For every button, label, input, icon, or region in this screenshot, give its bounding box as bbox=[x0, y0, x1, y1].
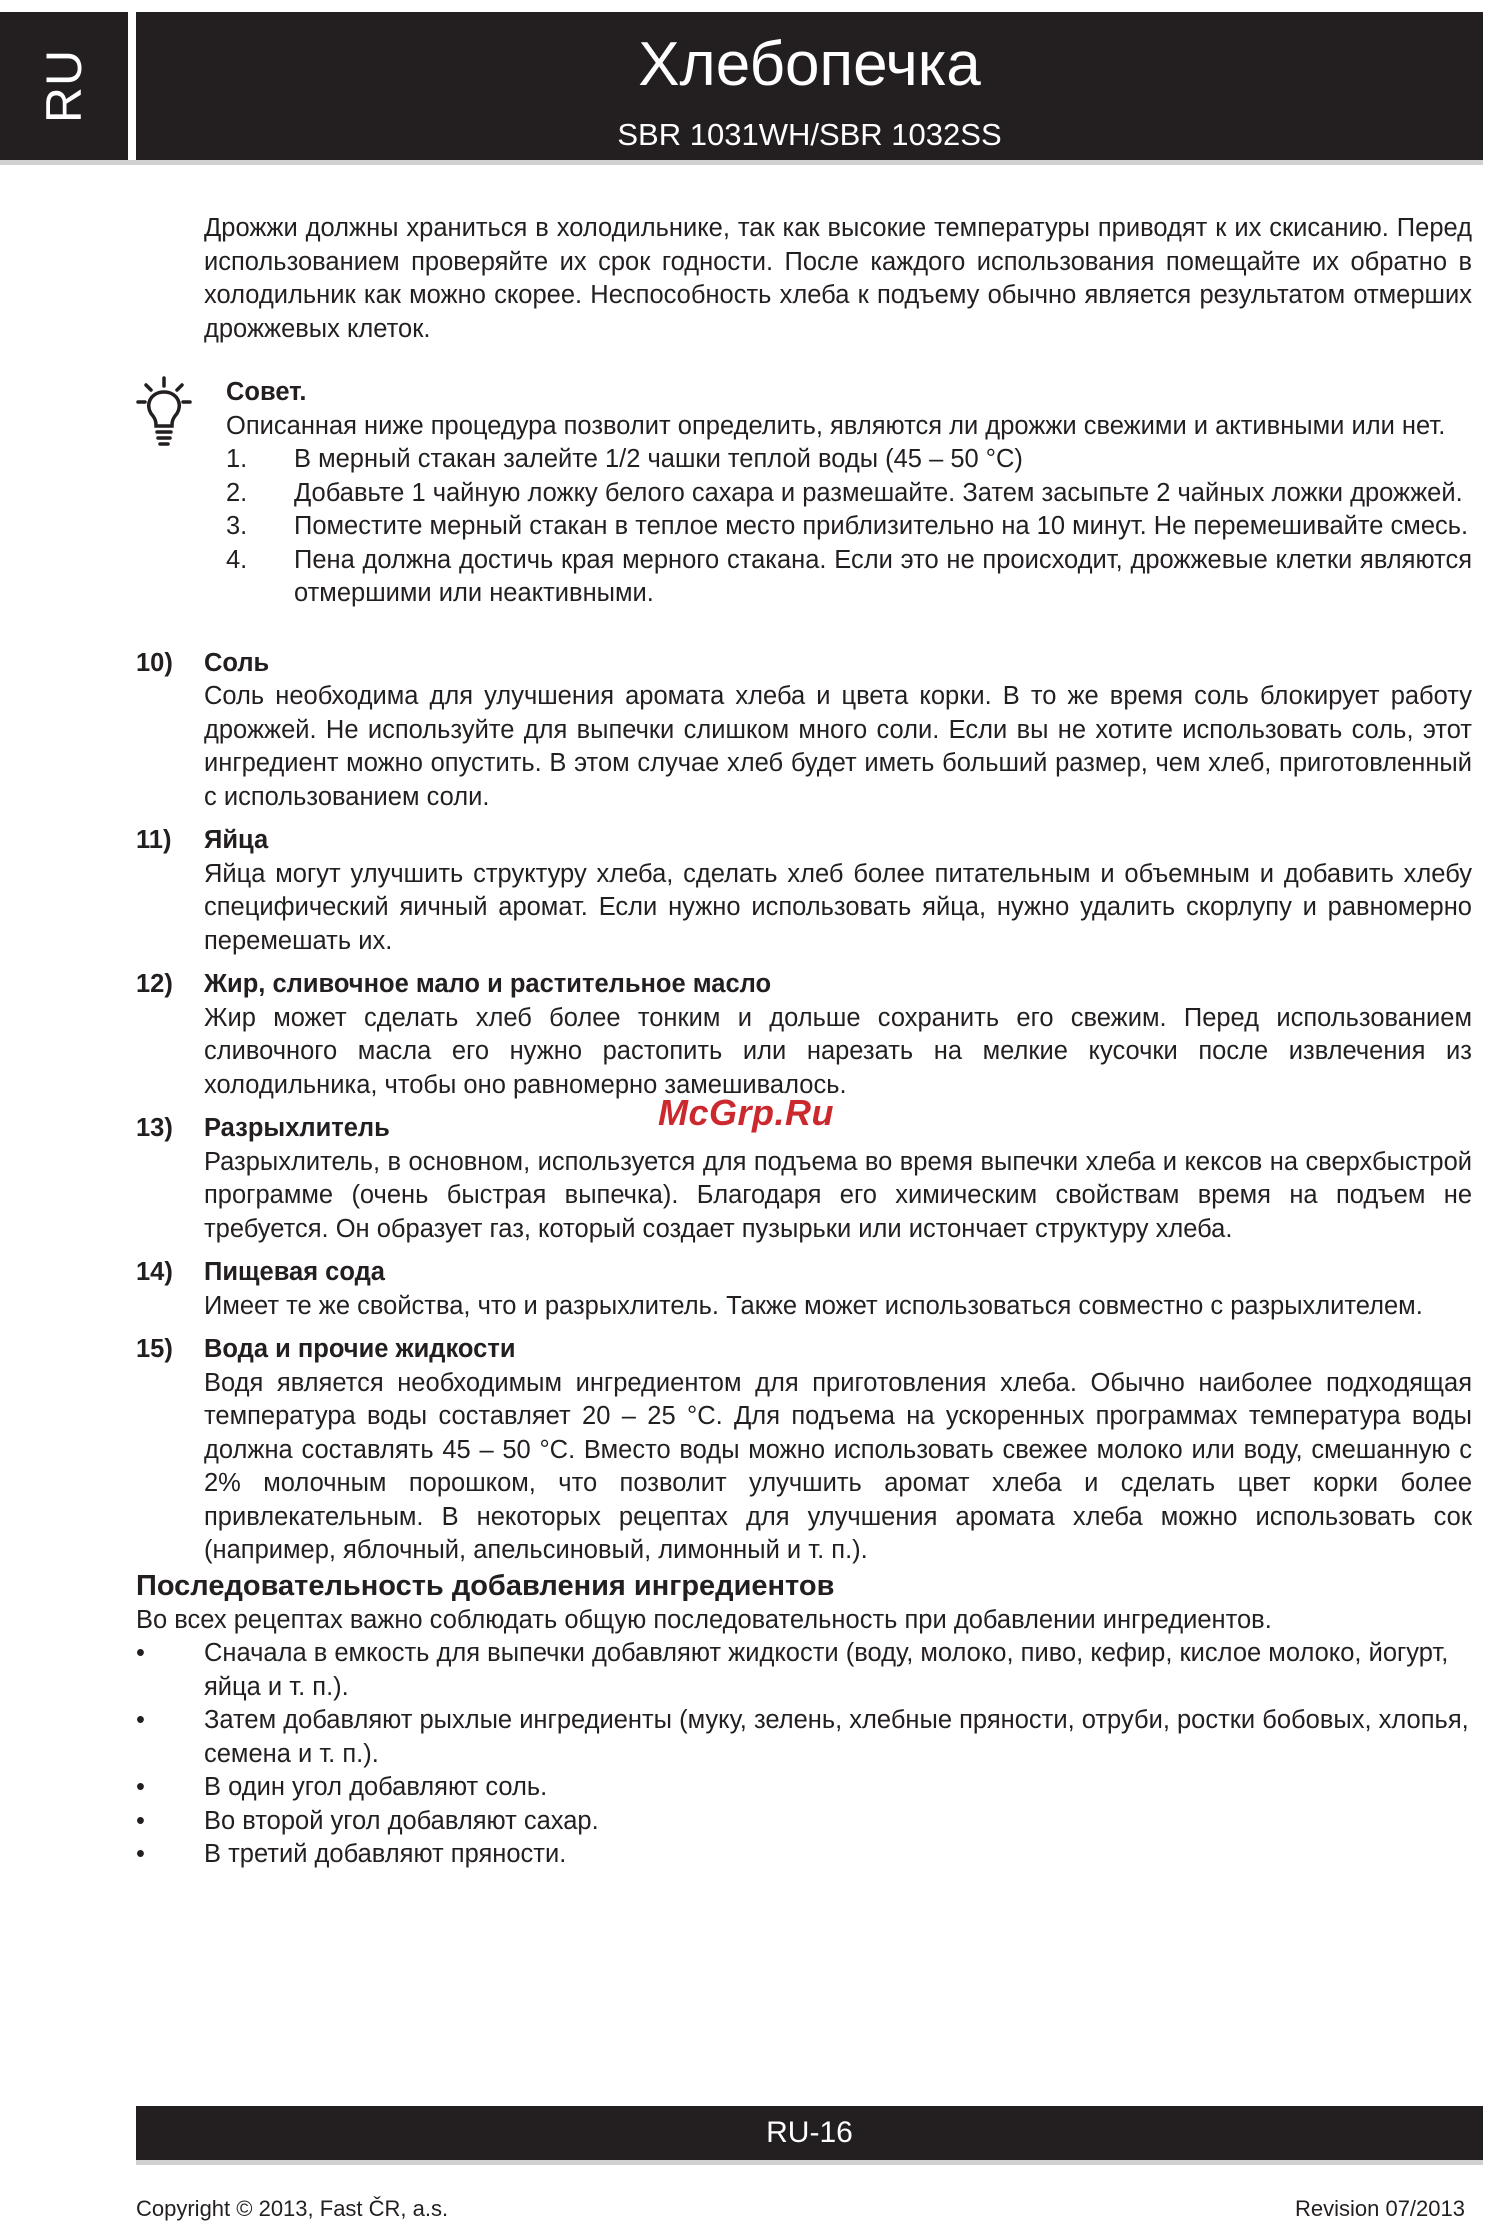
section-text: Имеет те же свойства, что и разрыхлитель. Также может использоваться совместно с разрыхлителем. bbox=[204, 1291, 1423, 1320]
section-number: 14) bbox=[136, 1258, 173, 1286]
section-number: 12) bbox=[136, 970, 173, 998]
page-number: RU-16 bbox=[766, 2116, 853, 2149]
tip-title: Совет. bbox=[226, 378, 307, 406]
tip-block bbox=[136, 376, 1472, 611]
section-salt bbox=[136, 647, 1472, 815]
section-number: 15) bbox=[136, 1335, 173, 1363]
model-number: SBR 1031WH/SBR 1032SS bbox=[617, 117, 1002, 152]
section-eggs bbox=[136, 824, 1472, 958]
footer-bar bbox=[136, 2106, 1483, 2160]
bullet-icon: • bbox=[136, 1639, 145, 1667]
list-item bbox=[136, 1704, 1472, 1771]
section-baking-soda bbox=[136, 1256, 1472, 1323]
footer-divider bbox=[136, 2160, 1483, 2165]
bullet-icon: • bbox=[136, 1706, 145, 1734]
header-divider bbox=[0, 160, 1483, 165]
section-title: Пищевая сода bbox=[204, 1258, 385, 1286]
list-item bbox=[136, 1771, 1472, 1805]
section-number: 10) bbox=[136, 648, 173, 677]
lightbulb-icon bbox=[136, 376, 192, 448]
section-title: Жир, сливочное мало и растительное масло bbox=[204, 970, 772, 998]
copyright-text: Copyright © 2013, Fast ČR, a.s. bbox=[136, 2196, 449, 2221]
list-item-text: Сначала в емкость для выпечки добавляют жидкости (воду, молоко, пиво, кефир, кислое молоко, йогурт, яйца и т. п.). bbox=[204, 1639, 1449, 1701]
tip-step bbox=[226, 544, 1472, 611]
list-item bbox=[136, 1805, 1472, 1839]
list-item bbox=[136, 1838, 1472, 1872]
document-body bbox=[136, 212, 1472, 1872]
header-bar bbox=[136, 12, 1483, 160]
section-number: 11) bbox=[136, 826, 172, 854]
language-tab bbox=[0, 12, 128, 160]
tip-step bbox=[226, 477, 1472, 511]
section-water bbox=[136, 1333, 1472, 1568]
section-text: Разрыхлитель, в основном, используется для подъема во время выпечки хлеба и кексов на сверхбыстрой программе (очень быстрая выпечка). Благодаря его химическим свойствам время на подъем не требуется. Он образует газ, который создает пузырьки или истончает структуру хлеба. bbox=[204, 1147, 1472, 1243]
bullet-icon: • bbox=[136, 1840, 145, 1868]
list-item-text: В третий добавляют пряности. bbox=[204, 1840, 567, 1868]
section-title: Разрыхлитель bbox=[204, 1114, 390, 1142]
section-title: Соль bbox=[204, 648, 270, 677]
sequence-heading: Последовательность добавления ингредиентов bbox=[136, 1569, 835, 1602]
step-number: 3. bbox=[226, 512, 248, 540]
revision-text: Revision 07/2013 bbox=[1294, 2196, 1465, 2221]
step-number: 2. bbox=[226, 478, 248, 507]
tip-step bbox=[226, 443, 1472, 477]
step-number: 1. bbox=[226, 445, 248, 473]
tip-text: Описанная ниже процедура позволит определить, являются ли дрожжи свежими и активными или нет. bbox=[226, 411, 1446, 440]
sequence-intro: Во всех рецептах важно соблюдать общую последовательность при добавлении ингредиентов. bbox=[136, 1605, 1272, 1634]
step-text: Поместите мерный стакан в теплое место приблизительно на 10 минут. Не перемешивайте смесь. bbox=[294, 512, 1469, 540]
section-title: Яйца bbox=[204, 826, 269, 854]
step-text: В мерный стакан залейте 1/2 чашки теплой воды (45 – 50 °C) bbox=[294, 445, 1023, 473]
section-title: Вода и прочие жидкости bbox=[204, 1335, 516, 1363]
list-item-text: В один угол добавляют соль. bbox=[204, 1773, 548, 1801]
language-label: RU bbox=[36, 48, 92, 124]
section-text: Соль необходима для улучшения аромата хлеба и цвета корки. В то же время соль блокирует работу дрожжей. Не используйте для выпечки слишком много соли. Если вы не хотите использовать соль, этот ингредиент можно опустить. В этом случае хлеб будет иметь больший размер, чем хлеб, приготовленный с использованием соли. bbox=[204, 682, 1472, 811]
watermark: McGrp.Ru bbox=[658, 1092, 835, 1133]
section-text: Яйца могут улучшить структуру хлеба, сделать хлеб более питательным и объемным и добавить хлебу специфический яичный аромат. Если нужно использовать яйца, нужно удалить скорлупу и равномерно перемешать их. bbox=[204, 859, 1472, 955]
section-text: Жир может сделать хлеб более тонким и дольше сохранить его свежим. Перед использованием сливочного масла его нужно растопить или нарезать на мелкие кусочки после извлечения из холодильника, чтобы оно равномерно замешивалось. bbox=[204, 1003, 1472, 1099]
page-title: Хлебопечка bbox=[638, 30, 981, 99]
bullet-icon: • bbox=[136, 1773, 145, 1801]
section-fat bbox=[136, 968, 1472, 1102]
list-item-text: Затем добавляют рыхлые ингредиенты (муку, зелень, хлебные пряности, отруби, ростки бобовых, хлопья, семена и т. п.). bbox=[204, 1706, 1469, 1768]
bullet-icon: • bbox=[136, 1806, 145, 1835]
intro-paragraph: Дрожжи должны храниться в холодильнике, так как высокие температуры приводят к их скисанию. Перед использованием проверяйте их срок годности. После каждого использования помещайте их обратно в холодильник как можно скорее. Неспособность хлеба к подъему обычно является результатом отмерших дрожжевых клеток. bbox=[204, 214, 1472, 343]
list-item-text: Во второй угол добавляют сахар. bbox=[204, 1806, 599, 1835]
step-number: 4. bbox=[226, 545, 248, 574]
tip-step bbox=[226, 510, 1472, 544]
section-number: 13) bbox=[136, 1114, 173, 1142]
section-text: Водя является необходимым ингредиентом для приготовления хлеба. Обычно наиболее подходящая температура воды составляет 20 – 25 °C. Для подъема на ускоренных программах температура воды должна составлять 45 – 50 °C. Вместо воды можно использовать свежее молоко или воду, смешанную с 2% молочным порошком, что позволит улучшить аромат хлеба и сделать цвет корки более привлекательным. В некоторых рецептах для улучшения аромата хлеба можно использовать сок (например, яблочный, апельсиновый, лимонный и т. п.). bbox=[204, 1368, 1472, 1564]
list-item bbox=[136, 1637, 1472, 1704]
step-text: Пена должна достичь края мерного стакана. Если это не происходит, дрожжевые клетки являются отмершими или неактивными. bbox=[294, 545, 1472, 607]
step-text: Добавьте 1 чайную ложку белого сахара и размешайте. Затем засыпьте 2 чайных ложки дрожжей. bbox=[294, 478, 1463, 507]
